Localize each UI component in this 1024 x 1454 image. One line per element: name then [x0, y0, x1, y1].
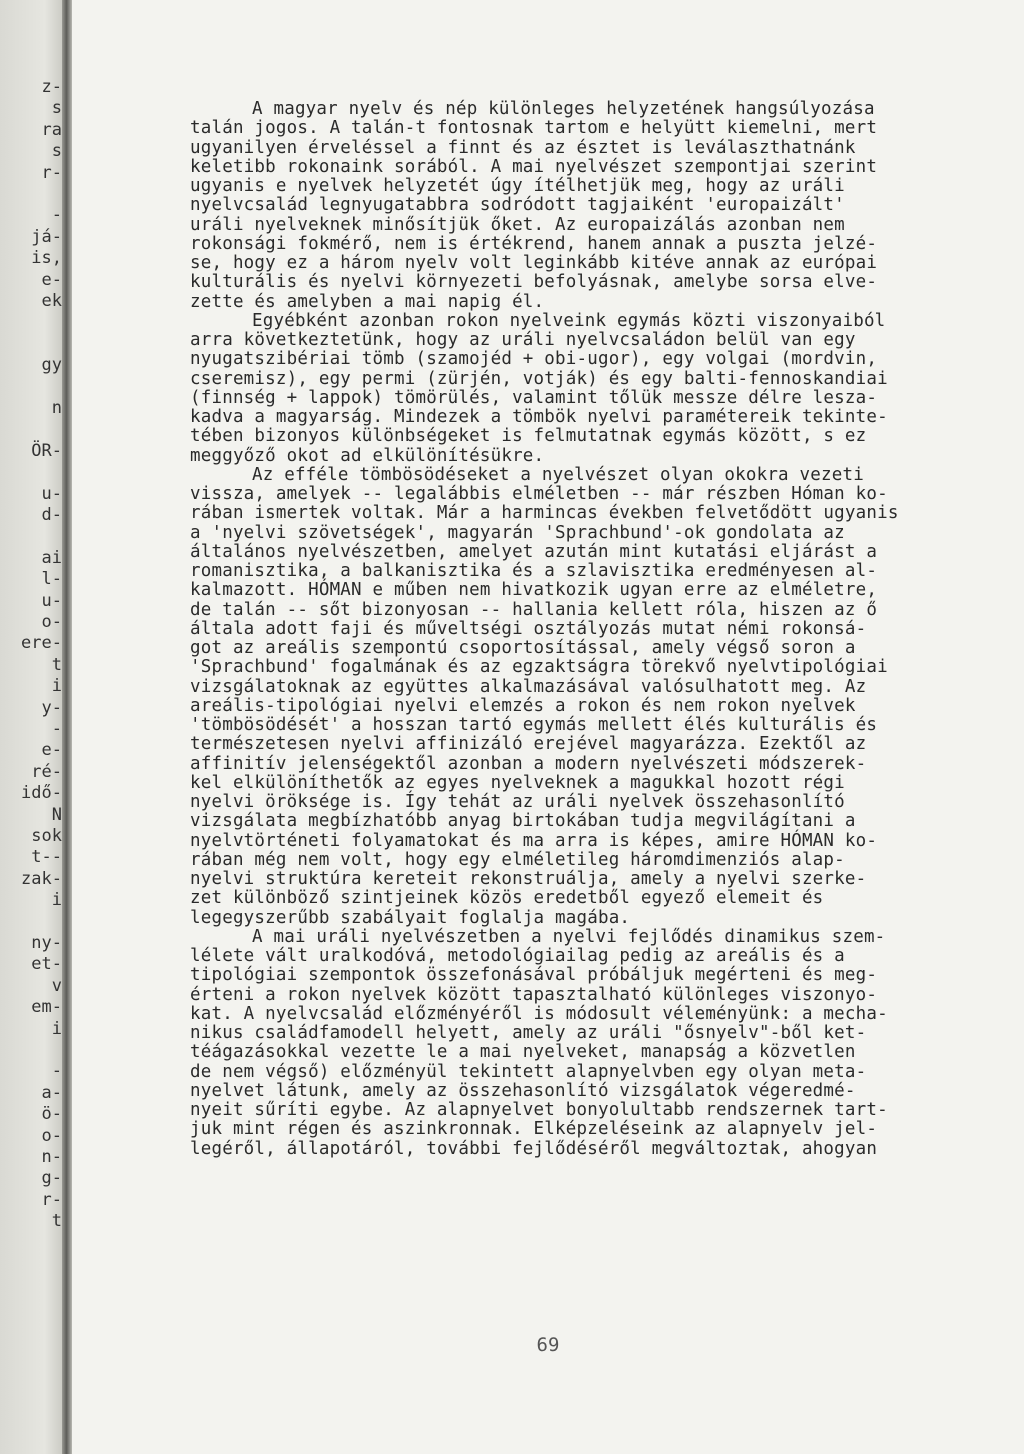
- facing-page-fragment: ek: [41, 291, 62, 311]
- facing-page-fragment: t: [51, 654, 62, 675]
- facing-page-fragment: ö-: [41, 1104, 62, 1125]
- text-line: juk mint régen és aszinkronnak. Elképzeléseink az alapnyelv jel-: [190, 1119, 878, 1140]
- facing-page-fragment: gy: [41, 355, 62, 376]
- text-line: meggyőző okot ad elkülönítésükre.: [190, 445, 545, 466]
- text-line: zette és amelyben a mai napig él.: [190, 291, 545, 312]
- body-text: [190, 100, 1020, 1159]
- text-line: uráli nyelveknek minősítjük őket. Az europaizálás azonban nem: [190, 214, 845, 235]
- book-gutter: [62, 0, 72, 1454]
- text-line: A magyar nyelv és nép különleges helyzetének hangsúlyozása: [252, 99, 875, 119]
- text-line: areális-tipológiai nyelvi elemzés a rokon és nem rokon nyelvek: [190, 695, 856, 716]
- text-line: de nem végső) előzményül tekintett alapnyelvben egy olyan meta-: [190, 1061, 867, 1082]
- text-line: nyeit sűríti egybe. Az alapnyelvet bonyolultabb rendszernek tart-: [190, 1100, 888, 1120]
- text-line: nyelvtörténeti folyamatokat és ma arra is képes, amire HÓMAN ko-: [190, 830, 878, 851]
- text-line: talán jogos. A talán-t fontosnak tartom e helyütt kiemelni, mert: [190, 118, 878, 139]
- text-line: Az efféle tömbösödéseket a nyelvészet olyan okokra vezeti: [252, 464, 864, 485]
- facing-page-fragment: -: [51, 719, 62, 739]
- text-line: se, hogy ez a három nyelv volt leginkább kitéve annak az európai: [190, 253, 878, 273]
- text-line: de talán -- sőt bizonyosan -- hallania kellett róla, hiszen az ő: [190, 599, 878, 620]
- facing-page-fragment: ere-: [21, 633, 62, 654]
- text-line: ugyanis e nyelvek helyzetét úgy ítélhetjük meg, hogy az uráli: [190, 176, 845, 196]
- facing-page-fragment: t--: [31, 847, 62, 868]
- facing-page-fragment: -: [51, 1061, 62, 1082]
- facing-page-fragment: ra: [41, 119, 62, 140]
- text-line: kat. A nyelvcsalád előzményéről is módosult véleményünk: a mecha-: [190, 1003, 888, 1024]
- facing-page-fragment: o-: [41, 612, 62, 632]
- text-line: zet különböző szintjeinek közös eredetből egyező elemeit és: [190, 888, 824, 909]
- text-line: nyelvi struktúra kereteit rekonstruálja, amely a nyelvi szerke-: [190, 869, 867, 889]
- text-line: rában ismertek voltak. Már a harmincas években felvetődött ugyanis: [190, 503, 899, 524]
- text-line: nyelvi öröksége is. Így tehát az uráli nyelvek összehasonlító: [190, 792, 845, 812]
- text-line: téágazásokkal vezette le a mai nyelveket, manapság a közvetlen: [190, 1042, 856, 1063]
- facing-page-fragment: i: [51, 676, 62, 697]
- text-line: a 'nyelvi szövetségek', magyarán 'Sprachbund'-ok gondolata az: [190, 522, 845, 543]
- text-line: nyugatszibériai tömb (szamojéd + obi-ugor), egy volgai (mordvin,: [190, 349, 878, 370]
- text-line: 'Sprachbund' fogalmának és az egzaktságra törekvő nyelvtipológiai: [190, 657, 888, 678]
- text-line: kadva a magyarság. Mindezek a tömbök nyelvi paramétereik tekinte-: [190, 407, 888, 427]
- text-line: legegyszerűbb szabályait foglalja magába.: [190, 907, 631, 928]
- facing-page-fragment: s: [51, 141, 62, 162]
- text-line: Egyébként azonban rokon nyelveink egymás közti viszonyaiból: [252, 310, 886, 331]
- text-line: ugyanilyen érveléssel a finnt és az észtet is leválaszthatnánk: [190, 137, 856, 158]
- text-line: A mai uráli nyelvészetben a nyelvi fejlődés dinamikus szem-: [252, 926, 886, 947]
- facing-page-fragment: s: [51, 98, 62, 119]
- facing-page-fragment: o-: [41, 1125, 62, 1146]
- facing-page-fragment: y-: [41, 697, 62, 718]
- facing-page-fragment: is,: [31, 248, 62, 269]
- facing-page-fragment: ÖR-: [31, 440, 62, 461]
- paragraph: [190, 466, 1020, 928]
- text-line: kel elkülöníthetők az egyes nyelveknek a magukkal hozott régi: [190, 772, 845, 793]
- facing-page-fragment: r-: [41, 162, 62, 183]
- text-line: cseremisz), egy permi (zürjén, votják) és egy balti-fennoskandiai: [190, 368, 888, 389]
- text-line: vissza, amelyek -- legalábbis elméletben -- már részben Hóman ko-: [190, 484, 888, 504]
- page-number: 69: [536, 1334, 560, 1356]
- facing-page-fragment: n-: [41, 1147, 62, 1167]
- text-line: keletibb rokonaink sorából. A mai nyelvészet szempontjai szerint: [190, 156, 878, 177]
- text-line: romanisztika, a balkanisztika és a szlavisztika eredményesen al-: [190, 561, 878, 581]
- text-line: 'tömbösödését' a hosszan tartó egymás mellett élés kulturális és: [190, 715, 878, 735]
- facing-page-fragment: ré-: [31, 761, 62, 782]
- facing-page-fragment: em-: [31, 997, 62, 1018]
- text-line: tipológiai szempontok összefonásával próbáljuk megérteni és meg-: [190, 965, 878, 986]
- text-line: lélete vált uralkodóvá, metodológiailag pedig az areális és a: [190, 946, 845, 966]
- facing-page-fragment: i: [51, 890, 62, 911]
- facing-page-fragment: i: [51, 1018, 62, 1039]
- text-line: kulturális és nyelvi környezeti befolyásnak, amelybe sorsa elve-: [190, 272, 878, 293]
- facing-page-fragment: zak-: [21, 868, 62, 889]
- paragraph: [190, 312, 1020, 466]
- facing-page-fragment: n: [51, 398, 62, 418]
- facing-page-fragment: u-: [41, 483, 62, 504]
- facing-page-fragment: N: [51, 804, 62, 825]
- facing-page-fragment: ai: [41, 547, 62, 568]
- facing-page-fragment: sok: [31, 826, 62, 846]
- book-page: [72, 0, 1024, 1454]
- text-line: rokonsági fokmérő, nem is értékrend, hanem annak a puszta jelzé-: [190, 233, 878, 254]
- facing-page-fragment: t: [51, 1211, 62, 1232]
- facing-page-fragment: d-: [41, 505, 62, 525]
- text-line: affinitív jelenségektől azonban a modern nyelvészeti módszerek-: [190, 753, 867, 774]
- text-line: általa adott faji és műveltségi osztályozás mutat némi rokonsá-: [190, 618, 867, 639]
- text-line: legéről, állapotáról, további fejlődéséről megváltoztak, ahogyan: [190, 1138, 878, 1159]
- facing-page-fragment: v: [51, 975, 62, 996]
- facing-page-fragment: já-: [31, 226, 62, 247]
- facing-page-fragment: idő-: [21, 783, 62, 804]
- text-line: arra következtetünk, hogy az uráli nyelvcsaládon belül van egy: [190, 330, 856, 350]
- text-line: nyelvet látunk, amely az összehasonlító vizsgálatok végeredmé-: [190, 1080, 856, 1101]
- text-line: got az areális szempontú csoportosítással, amely végső soron a: [190, 638, 856, 658]
- facing-page-fragment: ny-: [31, 933, 62, 953]
- text-line: kalmazott. HÓMAN e műben nem hivatkozik ugyan erre az elméletre,: [190, 580, 878, 601]
- facing-page-fragment: u-: [41, 590, 62, 611]
- facing-page-fragment: -: [51, 205, 62, 226]
- facing-page-fragment: g-: [41, 1168, 62, 1189]
- facing-page-fragment: l-: [41, 569, 62, 590]
- facing-page-fragment: r-: [41, 1189, 62, 1210]
- facing-page-fragment: a-: [41, 1082, 62, 1103]
- text-line: tében bizonyos különbségeket is felmutatnak egymás között, s ez: [190, 426, 867, 447]
- facing-page-fragment: et-: [31, 954, 62, 975]
- text-line: rában még nem volt, hogy egy elméletileg háromdimenziós alap-: [190, 849, 845, 870]
- text-line: vizsgálata megbízhatóbb anyag birtokában tudja megvilágítani a: [190, 811, 856, 832]
- text-line: általános nyelvészetben, amelyet azután mint kutatási eljárást a: [190, 541, 878, 562]
- facing-page-fragment: e-: [41, 740, 62, 761]
- text-line: érteni a rokon nyelvek között tapasztalható különleges viszonyo-: [190, 984, 878, 1005]
- facing-page-fragment: z-: [41, 77, 62, 97]
- paragraph: [190, 100, 1020, 312]
- text-line: nikus családfamodell helyett, amely az uráli "ősnyelv"-ből ket-: [190, 1023, 867, 1043]
- text-line: nyelvcsalád legnyugatabbra sodródott tagjaiként 'europaizált': [190, 195, 845, 216]
- facing-page-edge: [0, 0, 64, 1454]
- facing-page-fragment: e-: [41, 269, 62, 290]
- text-line: (finnség + lappok) tömörülés, valamint tőlük messze délre lesza-: [190, 387, 878, 408]
- text-line: természetesen nyelvi affinizáló erejével magyarázza. Ezektől az: [190, 734, 867, 755]
- paragraph: [190, 928, 1020, 1159]
- text-line: vizsgálatoknak az együttes alkalmazásával valósulhatott meg. Az: [190, 676, 867, 697]
